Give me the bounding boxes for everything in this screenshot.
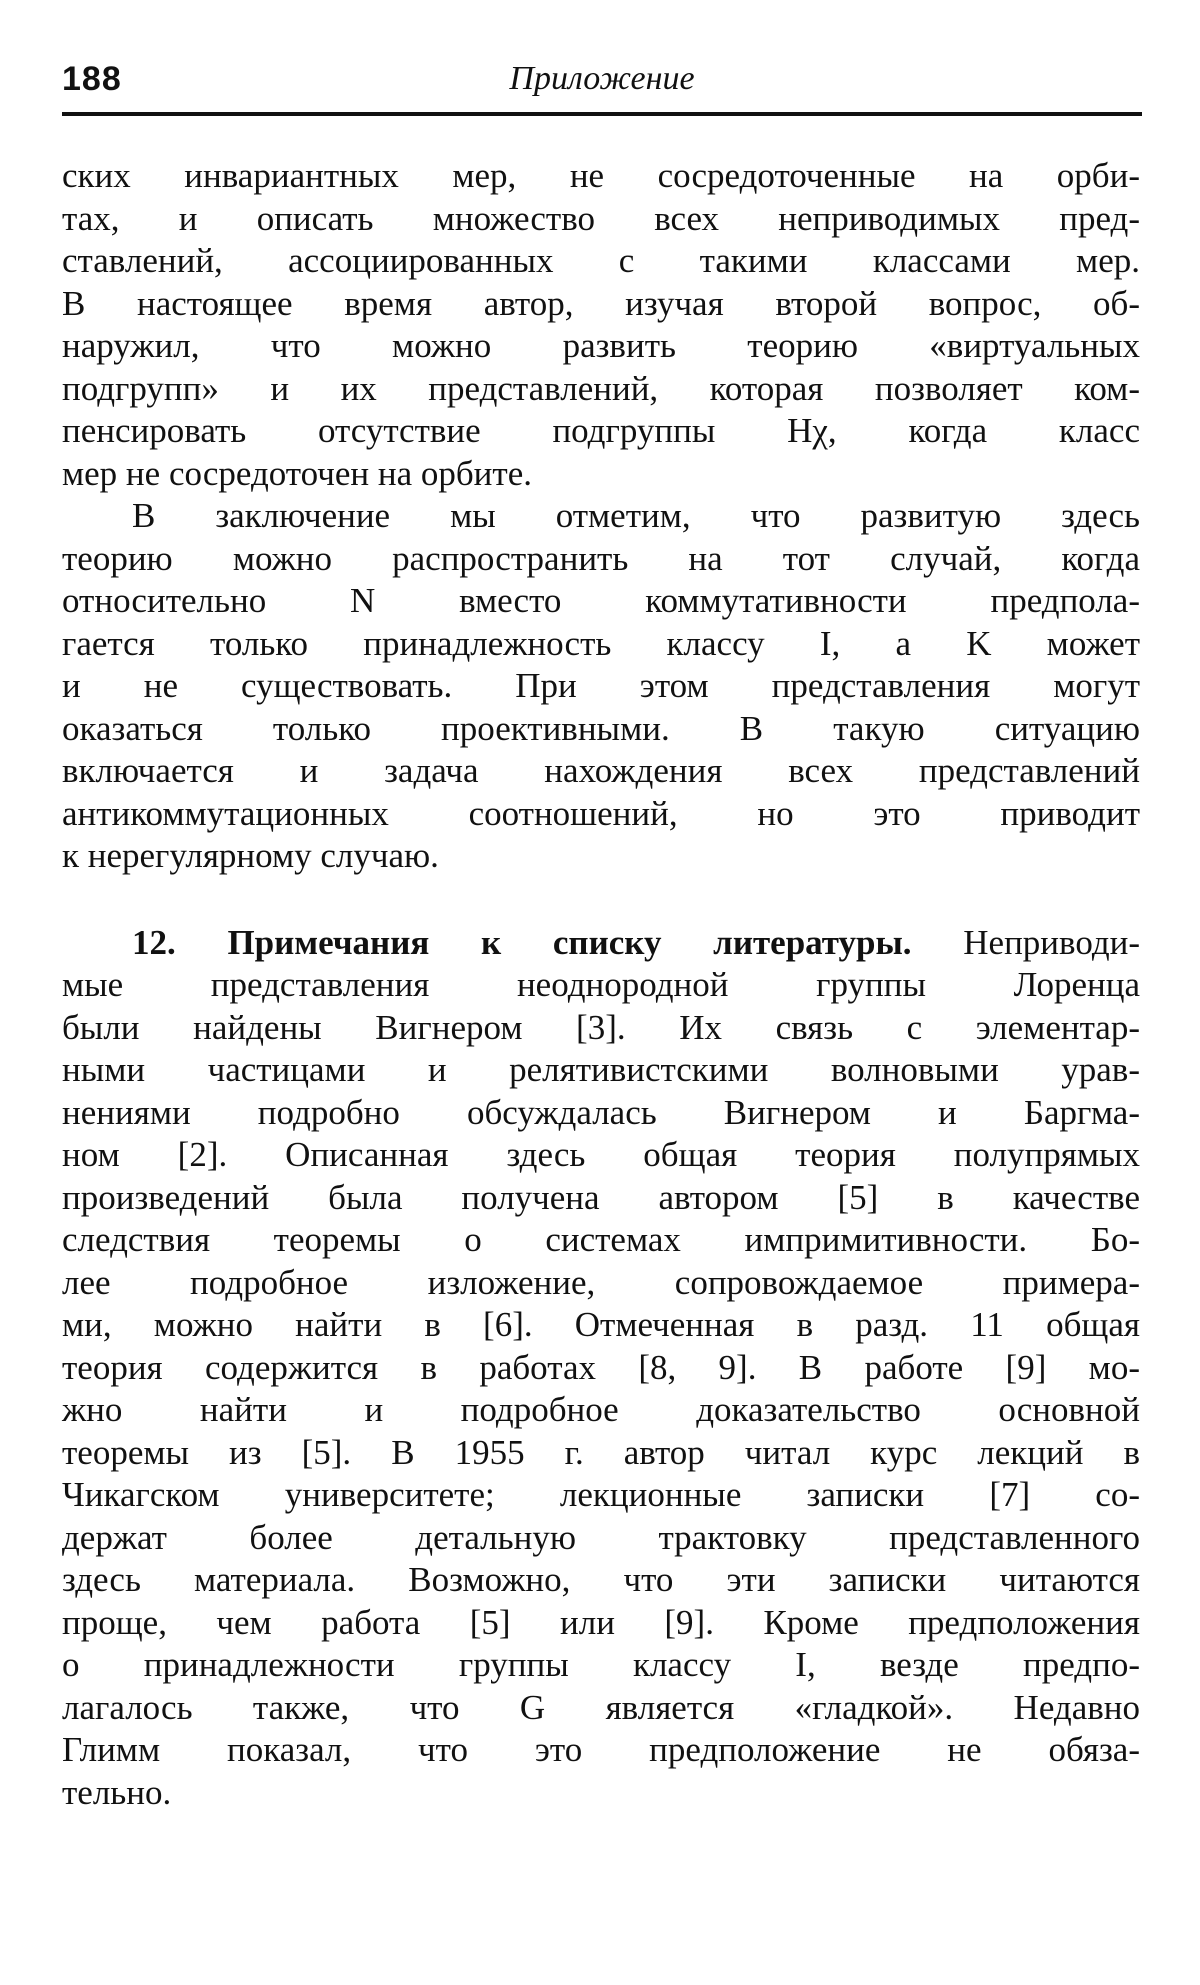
text-line: относительно N вместо коммутативности предпола- (62, 581, 1140, 620)
paragraph-continuation (62, 155, 1140, 495)
text-run: Неприводи- (963, 922, 1141, 962)
text-line: Глимм показал, что это предположение не обяза- (62, 1730, 1140, 1769)
running-head (62, 60, 1142, 108)
page-number: 188 (62, 60, 122, 98)
text-line: о принадлежности группы классу I, везде предпо- (62, 1645, 1140, 1684)
body-text (62, 155, 1140, 1814)
text-line: В настоящее время автор, изучая второй вопрос, об- (62, 283, 1140, 323)
text-line: пенсировать отсутствие подгруппы Hχ, когда класс (62, 411, 1140, 450)
text-line: лагалось также, что G является «гладкой». Недавно (62, 1687, 1140, 1727)
text-line: Чикагском университете; лекционные записки [7] со- (62, 1475, 1140, 1514)
text-line: мер не сосредоточен на орбите. (62, 453, 532, 493)
text-line: жно найти и подробное доказательство основной (62, 1390, 1140, 1429)
paragraph-conclusion (62, 495, 1140, 878)
text-line: гается только принадлежность классу I, а K может (62, 623, 1140, 663)
text-line: наружил, что можно развить теорию «виртуальных (62, 326, 1140, 365)
text-line: теория содержится в работах [8, 9]. В работе [9] мо- (62, 1347, 1140, 1387)
text-line: следствия теоремы о системах импримитивности. Бо- (62, 1220, 1140, 1259)
text-line: теоремы из [5]. В 1955 г. автор читал курс лекций в (62, 1432, 1140, 1472)
text-line: ставлений, ассоциированных с такими классами мер. (62, 241, 1140, 280)
header-rule (62, 112, 1142, 116)
text-line: подгрупп» и их представлений, которая позволяет ком- (62, 368, 1140, 408)
text-line: нениями подробно обсуждалась Вигнером и Баргма- (62, 1092, 1140, 1132)
text-line: ными частицами и релятивистскими волновыми урав- (62, 1050, 1140, 1089)
text-line: проще, чем работа [5] или [9]. Кроме предположения (62, 1602, 1140, 1642)
text-line: оказаться только проективными. В такую ситуацию (62, 708, 1140, 748)
text-line: В заключение мы отметим, что развитую здесь (132, 496, 1140, 535)
text-line: теорию можно распространить на тот случай, когда (62, 538, 1140, 578)
text-line: держат более детальную трактовку представленного (62, 1517, 1140, 1557)
section-12 (62, 922, 1140, 1815)
text-line: были найдены Вигнером [3]. Их связь с элементар- (62, 1007, 1140, 1047)
text-line: к нерегулярному случаю. (62, 836, 439, 875)
text-line: мые представления неоднородной группы Лоренца (62, 965, 1140, 1004)
text-line: и не существовать. При этом представления могут (62, 666, 1140, 705)
text-line: включается и задача нахождения всех представлений (62, 751, 1140, 790)
text-line: ских инвариантных мер, не сосредоточенные на орби- (62, 156, 1140, 195)
text-line: тах, и описать множество всех неприводимых пред- (62, 198, 1140, 238)
text-line: здесь материала. Возможно, что эти записки читаются (62, 1560, 1140, 1599)
text-line: произведений была получена автором [5] в качестве (62, 1177, 1140, 1217)
section-gap (62, 878, 1140, 922)
text-line: тельно. (62, 1772, 172, 1812)
section-heading-line (62, 922, 1140, 965)
text-line: антикоммутационных соотношений, но это приводит (62, 793, 1140, 833)
text-line: лее подробное изложение, сопровождаемое примера- (62, 1262, 1140, 1302)
section-title: Приложение (509, 60, 695, 97)
text-line: ном [2]. Описанная здесь общая теория полупрямых (62, 1135, 1140, 1174)
section-heading: 12. Примечания к списку литературы. (132, 922, 912, 962)
text-line: ми, можно найти в [6]. Отмеченная в разд. 11 общая (62, 1305, 1140, 1344)
